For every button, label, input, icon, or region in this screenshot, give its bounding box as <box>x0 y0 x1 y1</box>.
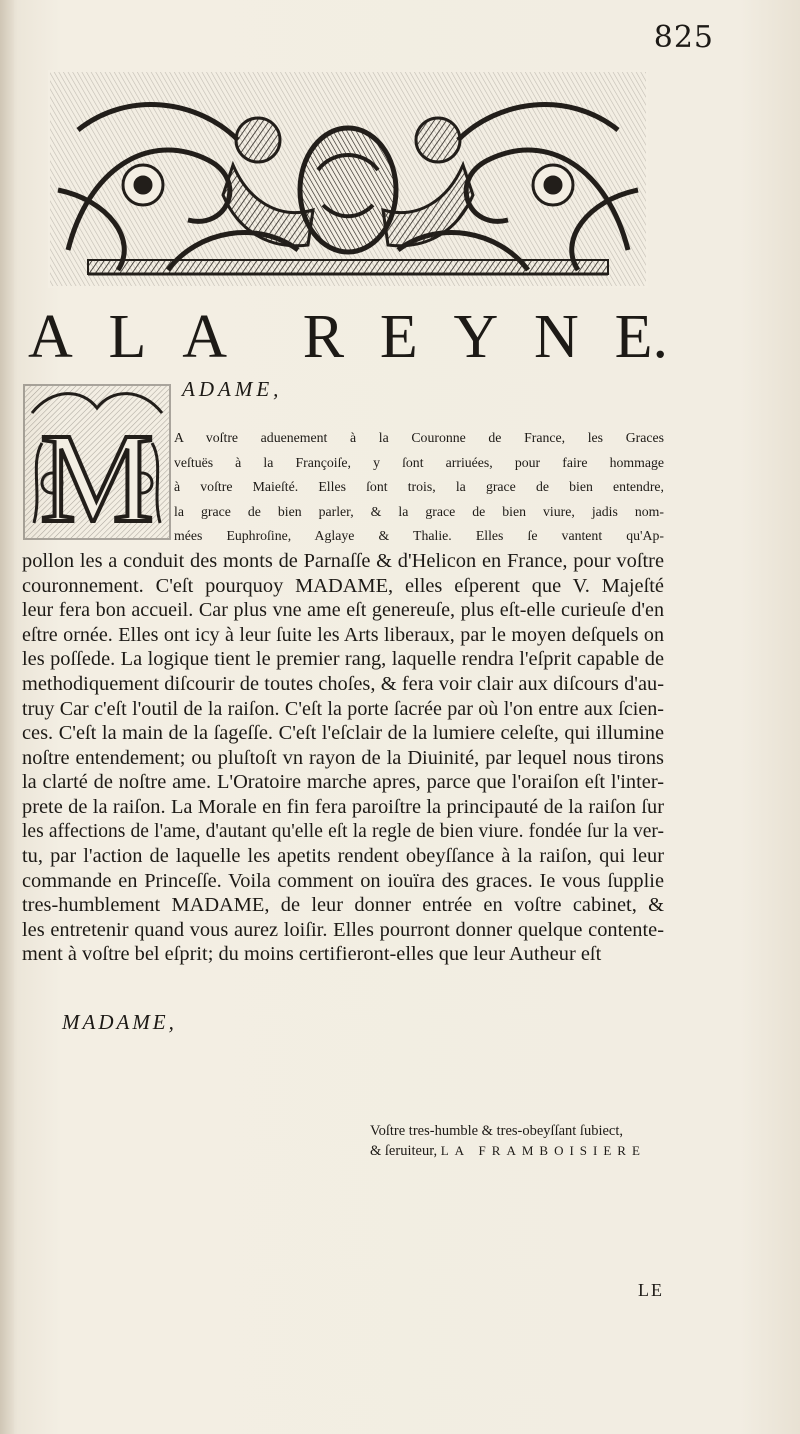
text-line: pollon les a conduit des monts de Parnaſſe & d'Helicon en France, pour voſtre <box>22 549 664 572</box>
signature-prefix: & ſeruiteur, <box>370 1143 438 1159</box>
author-name: LA FRAMBOISIERE <box>440 1143 646 1158</box>
text-line: prete de la raiſon. La Morale en fin fera paroiſtre la principauté de la raiſon ſur <box>22 795 664 818</box>
page-number: 825 <box>653 20 714 55</box>
text-line: methodiquement diſcourir de toutes choſes, & fera voir clair aux diſcours d'au- <box>22 672 664 695</box>
initial-letter: M <box>40 407 154 541</box>
text-line: mées Euphroſine, Aglaye & Thalie. Elles ſe vantent qu'Ap- <box>174 528 664 544</box>
title-letter: E <box>379 303 418 371</box>
signature-block <box>370 1121 670 1161</box>
text-line: couronnement. C'eſt pourquoy MADAME, elles eſperent que V. Majeſté <box>22 574 664 597</box>
title-letter: E. <box>614 303 668 371</box>
title-letter: R <box>302 303 345 371</box>
text-line: à voſtre Maieſté. Elles ſont trois, la grace de bien entendre, <box>174 479 664 495</box>
signature-line: Voſtre tres-humble & tres-obeyſſant ſubiect, <box>370 1123 624 1139</box>
text-line: les poſſede. La logique tient le premier rang, laquelle rendra l'eſprit capable de <box>22 648 664 671</box>
text-line: les entretenir quand vous aurez loiſir. Elles pourront donner quelque contente- <box>22 918 664 941</box>
page-gutter <box>0 0 14 1434</box>
text-line: ment à voſtre bel eſprit; du moins certifieront-elles que leur Autheur eſt <box>22 943 602 966</box>
title-letter: A <box>28 303 73 371</box>
catchword: LE <box>638 1280 664 1300</box>
signature-line <box>370 1141 670 1161</box>
text-line: veſtuës à la Françoiſe, y ſont arriuées, pour faire hommage <box>174 454 664 470</box>
text-line: ces. C'eſt la main de la ſageſſe. C'eſt l'eſclair de la lumiere celeſte, qui illumine <box>22 722 664 745</box>
text-line: la clarté de noſtre ame. L'Oratoire marche apres, parce que l'oraiſon eſt l'inter- <box>22 771 664 794</box>
text-line: noſtre entendement; ou pluſtoſt vn rayon de la Diuinité, par lequel nous tirons <box>22 746 664 769</box>
title-letter: N <box>534 303 579 371</box>
text-line: la grace de bien parler, & la grace de bien viure, jadis nom- <box>174 503 664 519</box>
ornamental-headpiece <box>48 70 648 288</box>
text-line: les affections de l'ame, d'autant qu'elle eſt la regle de bien viure. fondée ſur la ver- <box>22 820 664 842</box>
text-line: A voſtre aduenement à la Couronne de France, les Graces <box>174 430 664 445</box>
text-line: leur fera bon accueil. Car plus vne ame eſt genereuſe, plus eſt-elle curieuſe d'en <box>22 599 664 622</box>
letter-body <box>22 426 664 967</box>
heading-a-la-reyne <box>28 302 668 373</box>
salutation: ADAME, <box>182 377 283 401</box>
text-line: commande en Princeſſe. Voila comment on iouïra des graces. Ie vous ſupplie <box>22 869 664 892</box>
title-letter: A <box>182 303 227 371</box>
title-letter: Y <box>453 303 499 371</box>
text-line: tu, par l'action de laquelle les apetits rendent obeyſſance à la raiſon, qui leur <box>22 845 664 868</box>
text-line: tres-humblement MADAME, de leur donner entrée en voſtre cabinet, & <box>22 894 664 917</box>
text-line: truy Car c'eſt l'outil de la raiſon. C'eſt la porte ſacrée par où l'on entre aux ſcien- <box>22 697 664 720</box>
title-letter: L <box>108 303 147 371</box>
closing-salutation: MADAME, <box>62 1010 177 1034</box>
text-line: eſtre ornée. Elles ont icy à leur ſuite les Arts liberaux, par le moyen deſquels on <box>22 623 664 646</box>
